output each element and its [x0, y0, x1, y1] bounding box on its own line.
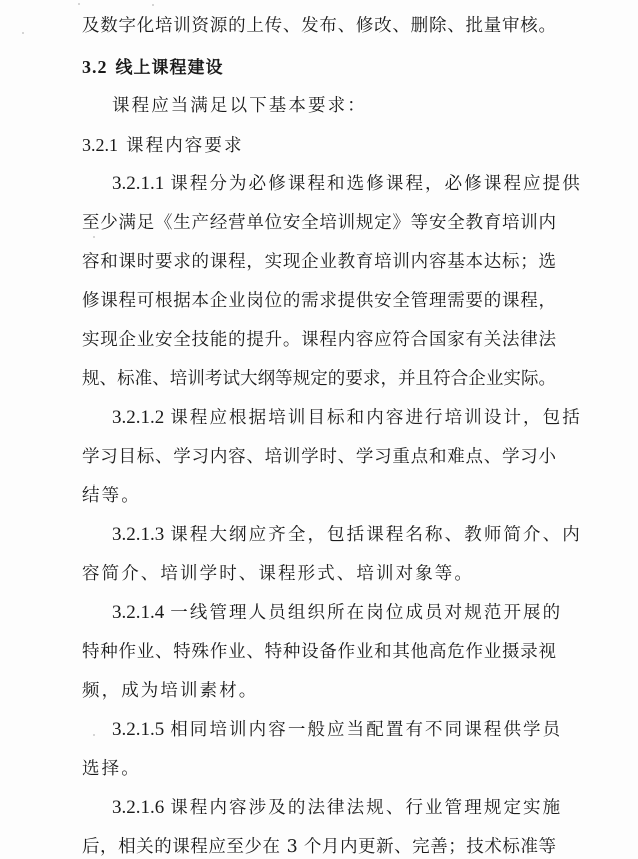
subsection-number: 3.2.1	[82, 135, 118, 155]
scan-speck	[93, 236, 95, 238]
clause-number: 3.2.1.6	[112, 797, 165, 818]
scan-speck	[22, 32, 24, 34]
clause-text: 课程大纲应齐全，包括课程名称、教师简介、内	[170, 525, 582, 545]
paragraph-line: 后，相关的课程应至少在 3 个月内更新、完善；技术标准等	[82, 837, 556, 857]
paragraph-line: 至少满足《生产经营单位安全培训规定》等安全教育培训内	[82, 213, 556, 233]
clause-number: 3.2.1.2	[112, 407, 165, 428]
clause-text: 课程分为必修课程和选修课程，必修课程应提供	[170, 174, 582, 194]
paragraph-line: 规、标准、培训考试大纲等规定的要求，并且符合企业实际。	[82, 369, 556, 389]
clause-text: 课程内容涉及的法律法规、行业管理规定实施	[170, 798, 563, 818]
paragraph-line: 容和课时要求的课程，实现企业教育培训内容基本达标；选	[82, 252, 556, 272]
scan-speck	[78, 3, 80, 5]
clause-number: 3.2.1.5	[112, 719, 165, 740]
paragraph-line: 容简介、培训学时、课程形式、培训对象等。	[82, 564, 474, 584]
clause-3-2-1-1	[112, 172, 582, 196]
subsection-heading-3-2-1	[82, 133, 556, 158]
clause-text: 一线管理人员组织所在岗位成员对规范开展的	[170, 603, 563, 623]
clause-3-2-1-2	[112, 406, 582, 430]
paragraph-line: 实现企业安全技能的提升。课程内容应符合国家有关法律法	[82, 330, 556, 350]
section-heading-3-2	[82, 55, 556, 80]
subsection-title: 课程内容要求	[126, 136, 244, 156]
paragraph-line: 学习目标、学习内容、培训学时、学习重点和难点、学习小	[82, 447, 556, 467]
paragraph-line: 修课程可根据本企业岗位的需求提供安全管理需要的课程，	[82, 291, 556, 311]
paragraph-line: 特种作业、特殊作业、特种设备作业和其他高危作业摄录视	[82, 642, 556, 662]
clause-text: 相同培训内容一般应当配置有不同课程供学员	[170, 720, 563, 740]
paragraph-line: 选择。	[82, 759, 141, 779]
clause-3-2-1-5	[112, 718, 563, 742]
clause-number: 3.2.1.3	[112, 524, 165, 545]
clause-number: 3.2.1.4	[112, 602, 165, 623]
scan-speck	[93, 734, 95, 736]
clause-3-2-1-3	[112, 523, 582, 547]
paragraph-line: 课程应当满足以下基本要求：	[112, 96, 367, 116]
clause-3-2-1-6	[112, 796, 563, 820]
section-title: 线上课程建设	[115, 58, 224, 78]
clause-number: 3.2.1.1	[112, 173, 165, 194]
section-number: 3.2	[82, 57, 108, 77]
paragraph-line: 频，成为培训素材。	[82, 681, 259, 701]
scan-speck	[152, 4, 154, 6]
clause-text: 课程应根据培训目标和内容进行培训设计，包括	[170, 408, 582, 428]
clause-3-2-1-4	[112, 601, 563, 625]
paragraph-line: 结等。	[82, 486, 141, 506]
paragraph-line: 及数字化培训资源的上传、发布、修改、删除、批量审核。	[82, 16, 556, 36]
